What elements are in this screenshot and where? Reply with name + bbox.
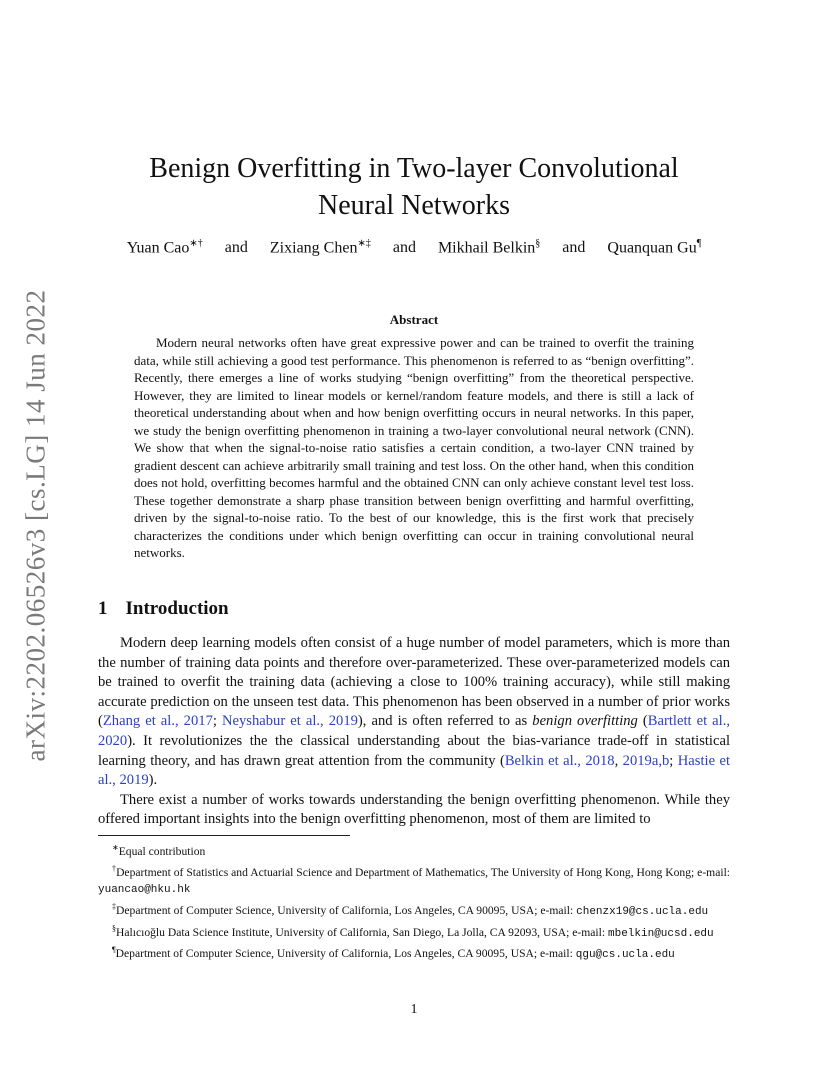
footnote-divider — [98, 835, 350, 836]
footnote: ∗Equal contribution — [112, 843, 206, 858]
footnote: ¶Department of Computer Science, University of California, Los Angeles, CA 90095, USA; e-mail: qgu@cs.ucla.edu — [112, 945, 675, 962]
intro-paragraph-2: There exist a number of works towards understanding the benign overfitting phenomenon. While they offered important insights into the benign overfitting phenomenon, most of them are limited to — [98, 791, 730, 828]
citation-link[interactable]: Zhang et al., 2017 — [102, 713, 213, 730]
footnote-email: mbelkin@ucsd.edu — [608, 927, 714, 940]
arxiv-id: arXiv:2202.06526v3 [cs.LG] 14 Jun 2022 — [20, 289, 51, 761]
author-affiliation-mark: ∗† — [189, 238, 203, 249]
footnotes — [98, 840, 730, 964]
citation-link[interactable]: 2019a,b — [622, 752, 670, 769]
title-line-1: Benign Overfitting in Two-layer Convolutional — [149, 153, 679, 184]
author-affiliation-mark: ¶ — [696, 238, 702, 249]
page-number: 1 — [410, 1002, 418, 1017]
section-heading — [98, 598, 229, 620]
citation-link[interactable]: Hastie et al., 2019 — [98, 752, 731, 789]
author-separator: and — [224, 239, 248, 257]
author-affiliation-mark: ∗‡ — [357, 238, 371, 249]
abstract-text: Modern neural networks often have great expressive power and can be trained to overfit the training data, while still achieving a good test performance. This phenomenon is referred to as “benign overfitting”. Recently, there emerges a line of works studying “benign overfitting” from the theoretical perspective. However, they are limited to linear models or kernel/random feature models, and there is still a lack of theoretical understanding about when and how benign overfitting occurs in neural networks. In this paper, we study the benign overfitting phenomenon in training a two-layer convolutional neural network (CNN). We show that when the signal-to-noise ratio satisfies a certain condition, a two-layer CNN trained by gradient descent can achieve arbitrarily small training and test loss. On the other hand, when this condition does not hold, overfitting becomes harmful and the obtained CNN can only achieve constant level test loss. These together demonstrate a sharp phase transition between benign overfitting and harmful overfitting, driven by the signal-to-noise ratio. To the best of our knowledge, this is the first work that precisely characterizes the conditions under which benign overfitting can occur in training convolutional neural networks. — [134, 335, 694, 560]
section-title: Introduction — [125, 598, 229, 619]
section-number: 1 — [98, 598, 108, 619]
intro-paragraph-1: Modern deep learning models often consist of a huge number of model parameters, which is more than the number of training data points and therefore over-parameterized. These over-parameterized models can be trained to overfit the training data (achieving a close to 100% training accuracy), while still making accurate prediction on the unseen test data. This phenomenon has been observed in a number of prior works (Zhang et al., 2017; Neyshabur et al., 2019), and is often referred to as benign overfitting (Bartlett et al., 2020). It revolutionizes the the classical understanding about the bias-variance trade-off in statistical learning theory, and has drawn great attention from the community (Belkin et al., 2018, 2019a,b; Hastie et al., 2019). — [98, 635, 731, 789]
citation-link[interactable]: Neyshabur et al., 2019 — [221, 713, 358, 730]
citation-link[interactable]: Belkin et al., 2018 — [504, 752, 615, 769]
arxiv-stamp — [6, 290, 66, 760]
author-list — [100, 238, 728, 257]
author-separator: and — [562, 239, 586, 257]
footnote-email: yuancao@hku.hk — [98, 883, 191, 896]
footnote: §Halıcıoğlu Data Science Institute, University of California, San Diego, La Jolla, CA 92093, USA; e-mail: mbelkin@ucsd.edu — [112, 923, 714, 940]
footnote: ‡Department of Computer Science, University of California, Los Angeles, CA 90095, USA; e-mail: chenzx19@cs.ucla.edu — [112, 901, 709, 918]
footnote-email: qgu@cs.ucla.edu — [575, 949, 675, 962]
author: Zixiang Chen∗‡ — [269, 238, 371, 257]
citation-link[interactable]: Bartlett et al., 2020 — [98, 713, 731, 749]
introduction-body — [98, 634, 730, 830]
abstract-heading: Abstract — [389, 312, 439, 327]
footnote: †Department of Statistics and Actuarial Science and Department of Mathematics, The University of Hong Kong, Hong Kong; e-mail: yuancao@hku.hk — [98, 863, 731, 896]
title-line-2: Neural Networks — [317, 190, 511, 221]
paper-title — [100, 150, 728, 224]
footnote-email: chenzx19@cs.ucla.edu — [576, 905, 709, 918]
author-affiliation-mark: § — [535, 238, 541, 249]
author: Yuan Cao∗† — [126, 238, 203, 257]
author-separator: and — [392, 239, 416, 257]
author: Mikhail Belkin§ — [437, 238, 541, 257]
emphasized-term: benign overfitting — [532, 713, 638, 730]
author: Quanquan Gu¶ — [607, 238, 702, 257]
